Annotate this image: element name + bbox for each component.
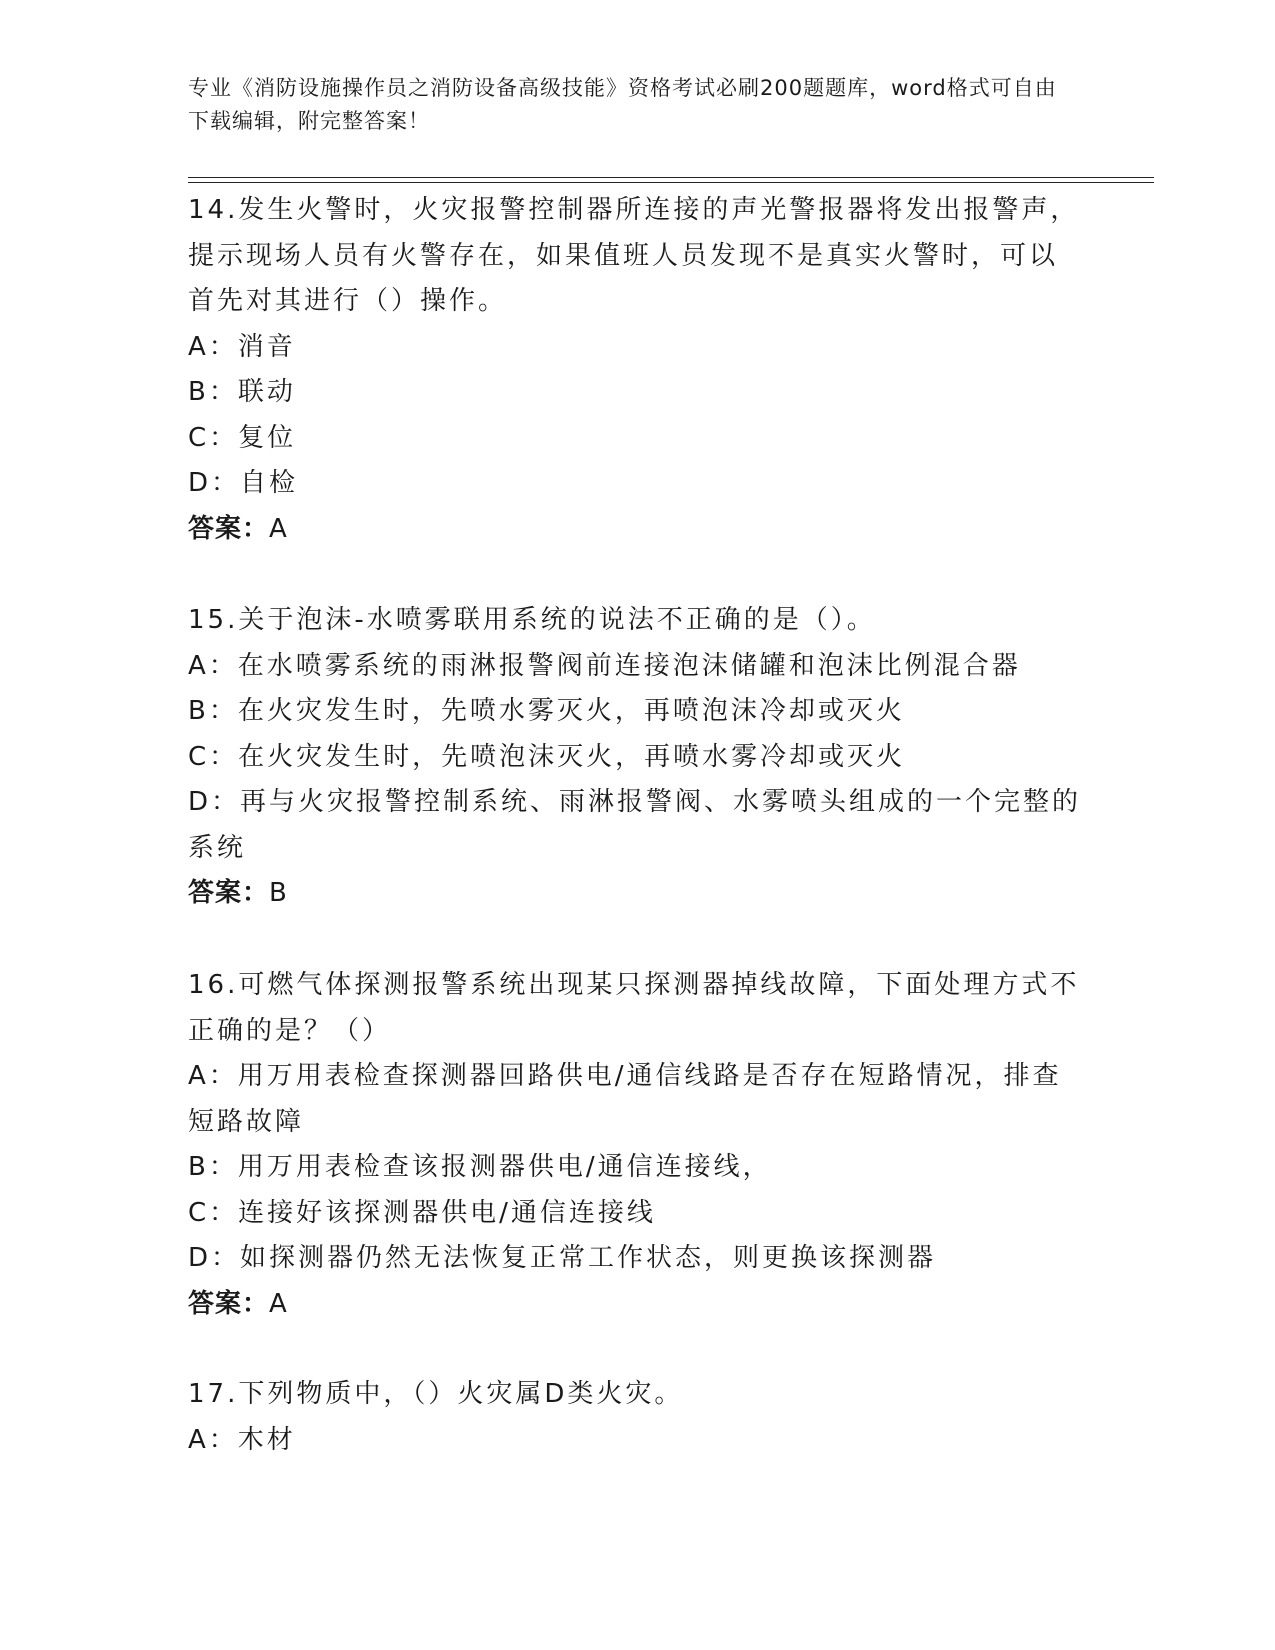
question-stem-line: 14.发生火警时，火灾报警控制器所连接的声光警报器将发出报警声， [188,195,1080,225]
answer-label: 答案： [188,1288,270,1319]
option-c: C：复位 [188,422,297,453]
answer-line [188,507,1088,553]
option-a: A：消音 [188,331,296,362]
option-d-continued: 系统 [188,832,247,863]
option-d: D：再与火灾报警控制系统、雨淋报警阀、水雾喷头组成的一个完整的 [188,787,1082,817]
option-b: B：联动 [188,377,296,407]
answer-value: A [269,513,288,544]
question-stem-line: 首先对其进行（）操作。 [188,286,508,316]
option-c: C：连接好该探测器供电/通信连接线 [188,1197,656,1228]
answer-label: 答案： [188,878,270,908]
option-a-continued: 短路故障 [188,1106,305,1137]
question-stem-line: 16.可燃气体探测报警系统出现某只探测器掉线故障，下面处理方式不 [188,970,1080,1000]
answer-value: A [269,1288,288,1319]
option-a: A：在水喷雾系统的雨淋报警阀前连接泡沫储罐和泡沫比例混合器 [188,650,1021,681]
question-stem-line: 提示现场人员有火警存在，如果值班人员发现不是真实火警时，可以 [188,240,1059,271]
question-stem-line: 17.下列物质中，（）火灾属D类火灾。 [188,1379,684,1409]
option-c: C：在火灾发生时，先喷泡沫灭火，再喷水雾冷却或灭火 [188,741,906,772]
option-d: D：如探测器仍然无法恢复正常工作状态，则更换该探测器 [188,1243,937,1273]
option-d: D：自检 [188,468,299,498]
answer-line [188,871,1088,917]
header-divider-top [188,177,1154,178]
option-b: B：在火灾发生时，先喷水雾灭火，再喷泡沫冷却或灭火 [188,696,905,726]
answer-label: 答案： [188,513,270,544]
answer-value: B [269,878,288,908]
document-header: 专业《消防设施操作员之消防设备高级技能》资格考试必刷200题题库，word格式可自由下载编辑，附完整答案！ [188,76,1057,133]
answer-line [188,1282,1088,1328]
option-a: A：用万用表检查探测器回路供电/通信线路是否存在短路情况，排查 [188,1061,1062,1091]
option-a: A：木材 [188,1424,296,1455]
option-b: B：用万用表检查该报测器供电/通信连接线， [188,1152,772,1182]
question-stem-line: 正确的是？（） [188,1015,392,1046]
header-divider-bottom [188,182,1154,183]
question-block [188,598,1088,917]
question-block [188,1372,1088,1463]
question-stem-line: 15.关于泡沫-水喷雾联用系统的说法不正确的是（）。 [188,605,876,635]
question-block [188,188,1088,552]
question-block [188,963,1088,1327]
